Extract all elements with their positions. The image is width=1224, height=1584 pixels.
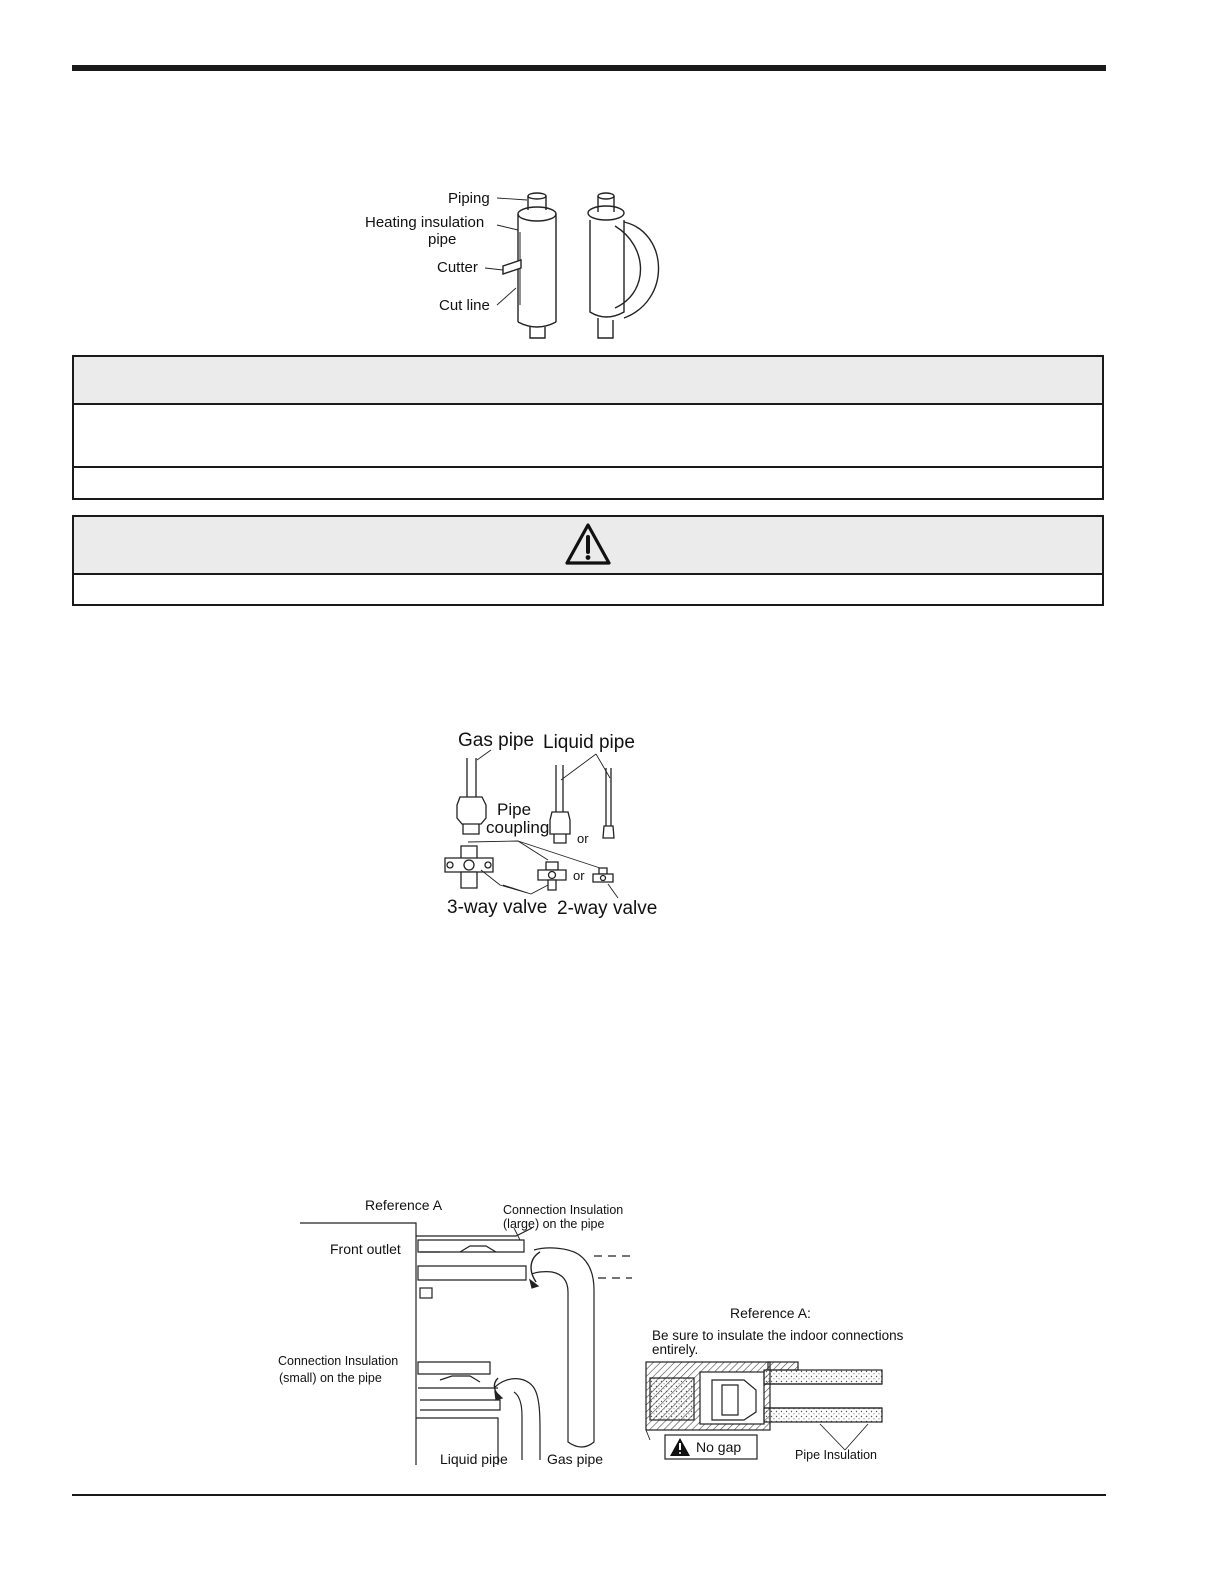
label-pipe: Pipe [497,800,532,819]
label-reference-a-colon: Reference A: [730,1305,811,1321]
label-front-outlet: Front outlet [330,1241,401,1257]
label-cutter: Cutter [437,259,478,276]
label-coupling: coupling [486,818,550,837]
label-be-sure-1: Be sure to insulate the indoor connections [652,1328,904,1343]
label-conn-large-2: (large) on the pipe [503,1217,605,1231]
label-gas-pipe-bottom: Gas pipe [547,1451,604,1467]
bottom-rule [72,1494,1106,1496]
label-reference-a: Reference A [365,1197,443,1213]
label-no-gap: No gap [696,1439,742,1455]
label-conn-small-1: Connection Insulation [278,1354,399,1368]
label-or-2: or [573,868,585,883]
label-pipe-insulation: Pipe Insulation [795,1448,878,1462]
label-liquid-pipe: Liquid pipe [543,732,635,753]
label-gas-pipe: Gas pipe [458,730,535,751]
label-conn-large-1: Connection Insulation [503,1203,624,1217]
label-be-sure-2: entirely. [652,1342,699,1357]
label-2-way-valve: 2-way valve [557,898,658,919]
label-cut-line: Cut line [439,297,490,314]
label-conn-small-2: (small) on the pipe [279,1371,382,1385]
label-heating-insulation-pipe: pipe [428,231,457,248]
label-liquid-pipe-bottom: Liquid pipe [440,1451,508,1467]
label-heating-insulation: Heating insulation [365,214,485,231]
label-piping: Piping [448,190,490,207]
label-3-way-valve: 3-way valve [447,897,548,918]
label-or-1: or [577,831,589,846]
